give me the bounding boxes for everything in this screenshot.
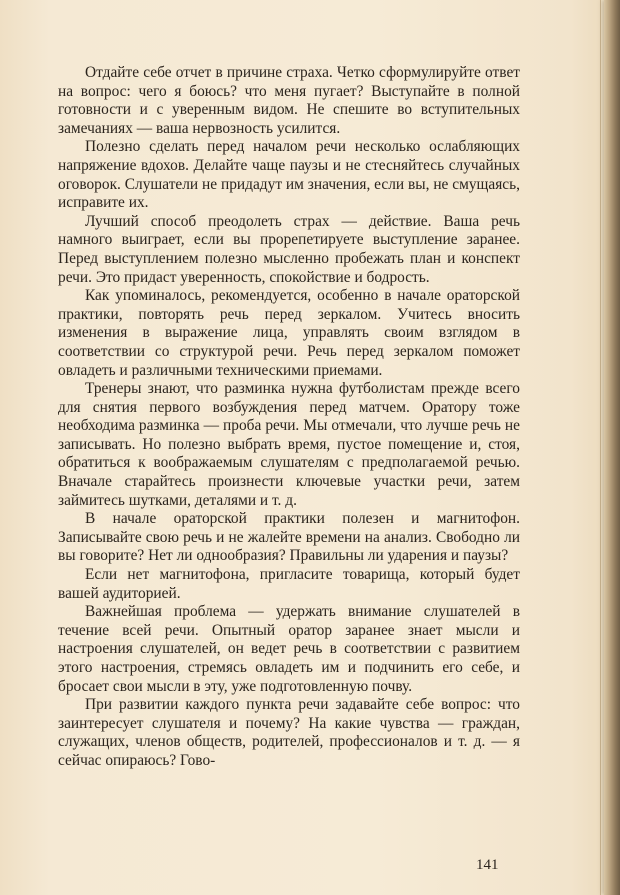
paragraph-2: Полезно сделать перед началом речи несколько ослабляющих напряжение вдохов. Делайте чаще паузы и не стесняйтесь случайных оговорок. Слушатели не придадут им значения, если вы, не смущаясь, исправите их.: [58, 138, 520, 212]
body-text: [58, 64, 520, 771]
book-spine: [604, 0, 620, 895]
paragraph-7: Если нет магнитофона, пригласите товарища, который будет вашей аудиторией.: [58, 566, 520, 602]
paragraph-1: Отдайте себе отчет в причине страха. Четко сформулируйте ответ на вопрос: чего я боюсь? что меня пугает? Выступайте в полной готовности и с уверенным видом. Не спешите во вступительных замечаниях — ваша нервозность усилится.: [58, 64, 520, 137]
paragraph-9: При развитии каждого пункта речи задавайте себе вопрос: что заинтересует слушателя и почему? На какие чувства — граждан, служащих, членов обществ, родителей, профессионалов и т. д. — я сейчас опираюсь? Гово-: [58, 696, 520, 769]
paragraph-3: Лучший способ преодолеть страх — действие. Ваша речь намного выиграет, если вы прорепетируете выступление заранее. Перед выступлением полезно мысленно пробежать план и конспект речи. Это придаст уверенность, спокойствие и бодрость.: [58, 212, 520, 286]
paragraph-8: Важнейшая проблема — удержать внимание слушателей в течение всей речи. Опытный оратор заранее знает мысли и настроения слушателей, он ведет речь в соответствии с развитием этого настроения, стремясь овладеть им и подчинить его себе, и бросает свои мысли в эту, уже подготовленную почву.: [58, 603, 520, 695]
page-number: 141: [476, 857, 499, 873]
paragraph-4: Как упоминалось, рекомендуется, особенно в начале ораторской практики, повторять речь перед зеркалом. Учитесь вносить изменения в выражение лица, управлять своим взглядом в соответствии со структурой речи. Речь перед зеркалом поможет овладеть и различными техническими приемами.: [58, 287, 520, 379]
paragraph-6: В начале ораторской практики полезен и магнитофон. Записывайте свою речь и не жалейте времени на анализ. Свободно ли вы говорите? Нет ли однообразия? Правильны ли ударения и паузы?: [58, 510, 520, 565]
paragraph-5: Тренеры знают, что разминка нужна футболистам прежде всего для снятия первого возбуждения перед матчем. Оратору тоже необходима разминка — проба речи. Мы отмечали, что лучше речь не записывать. Но полезно выбрать время, пустое помещение и, стоя, обратиться к воображаемым слушателям с предполагаемой речью. Вначале старайтесь произнести ключевые участки речи, затем займитесь шутками, деталями и т. д.: [58, 380, 520, 509]
